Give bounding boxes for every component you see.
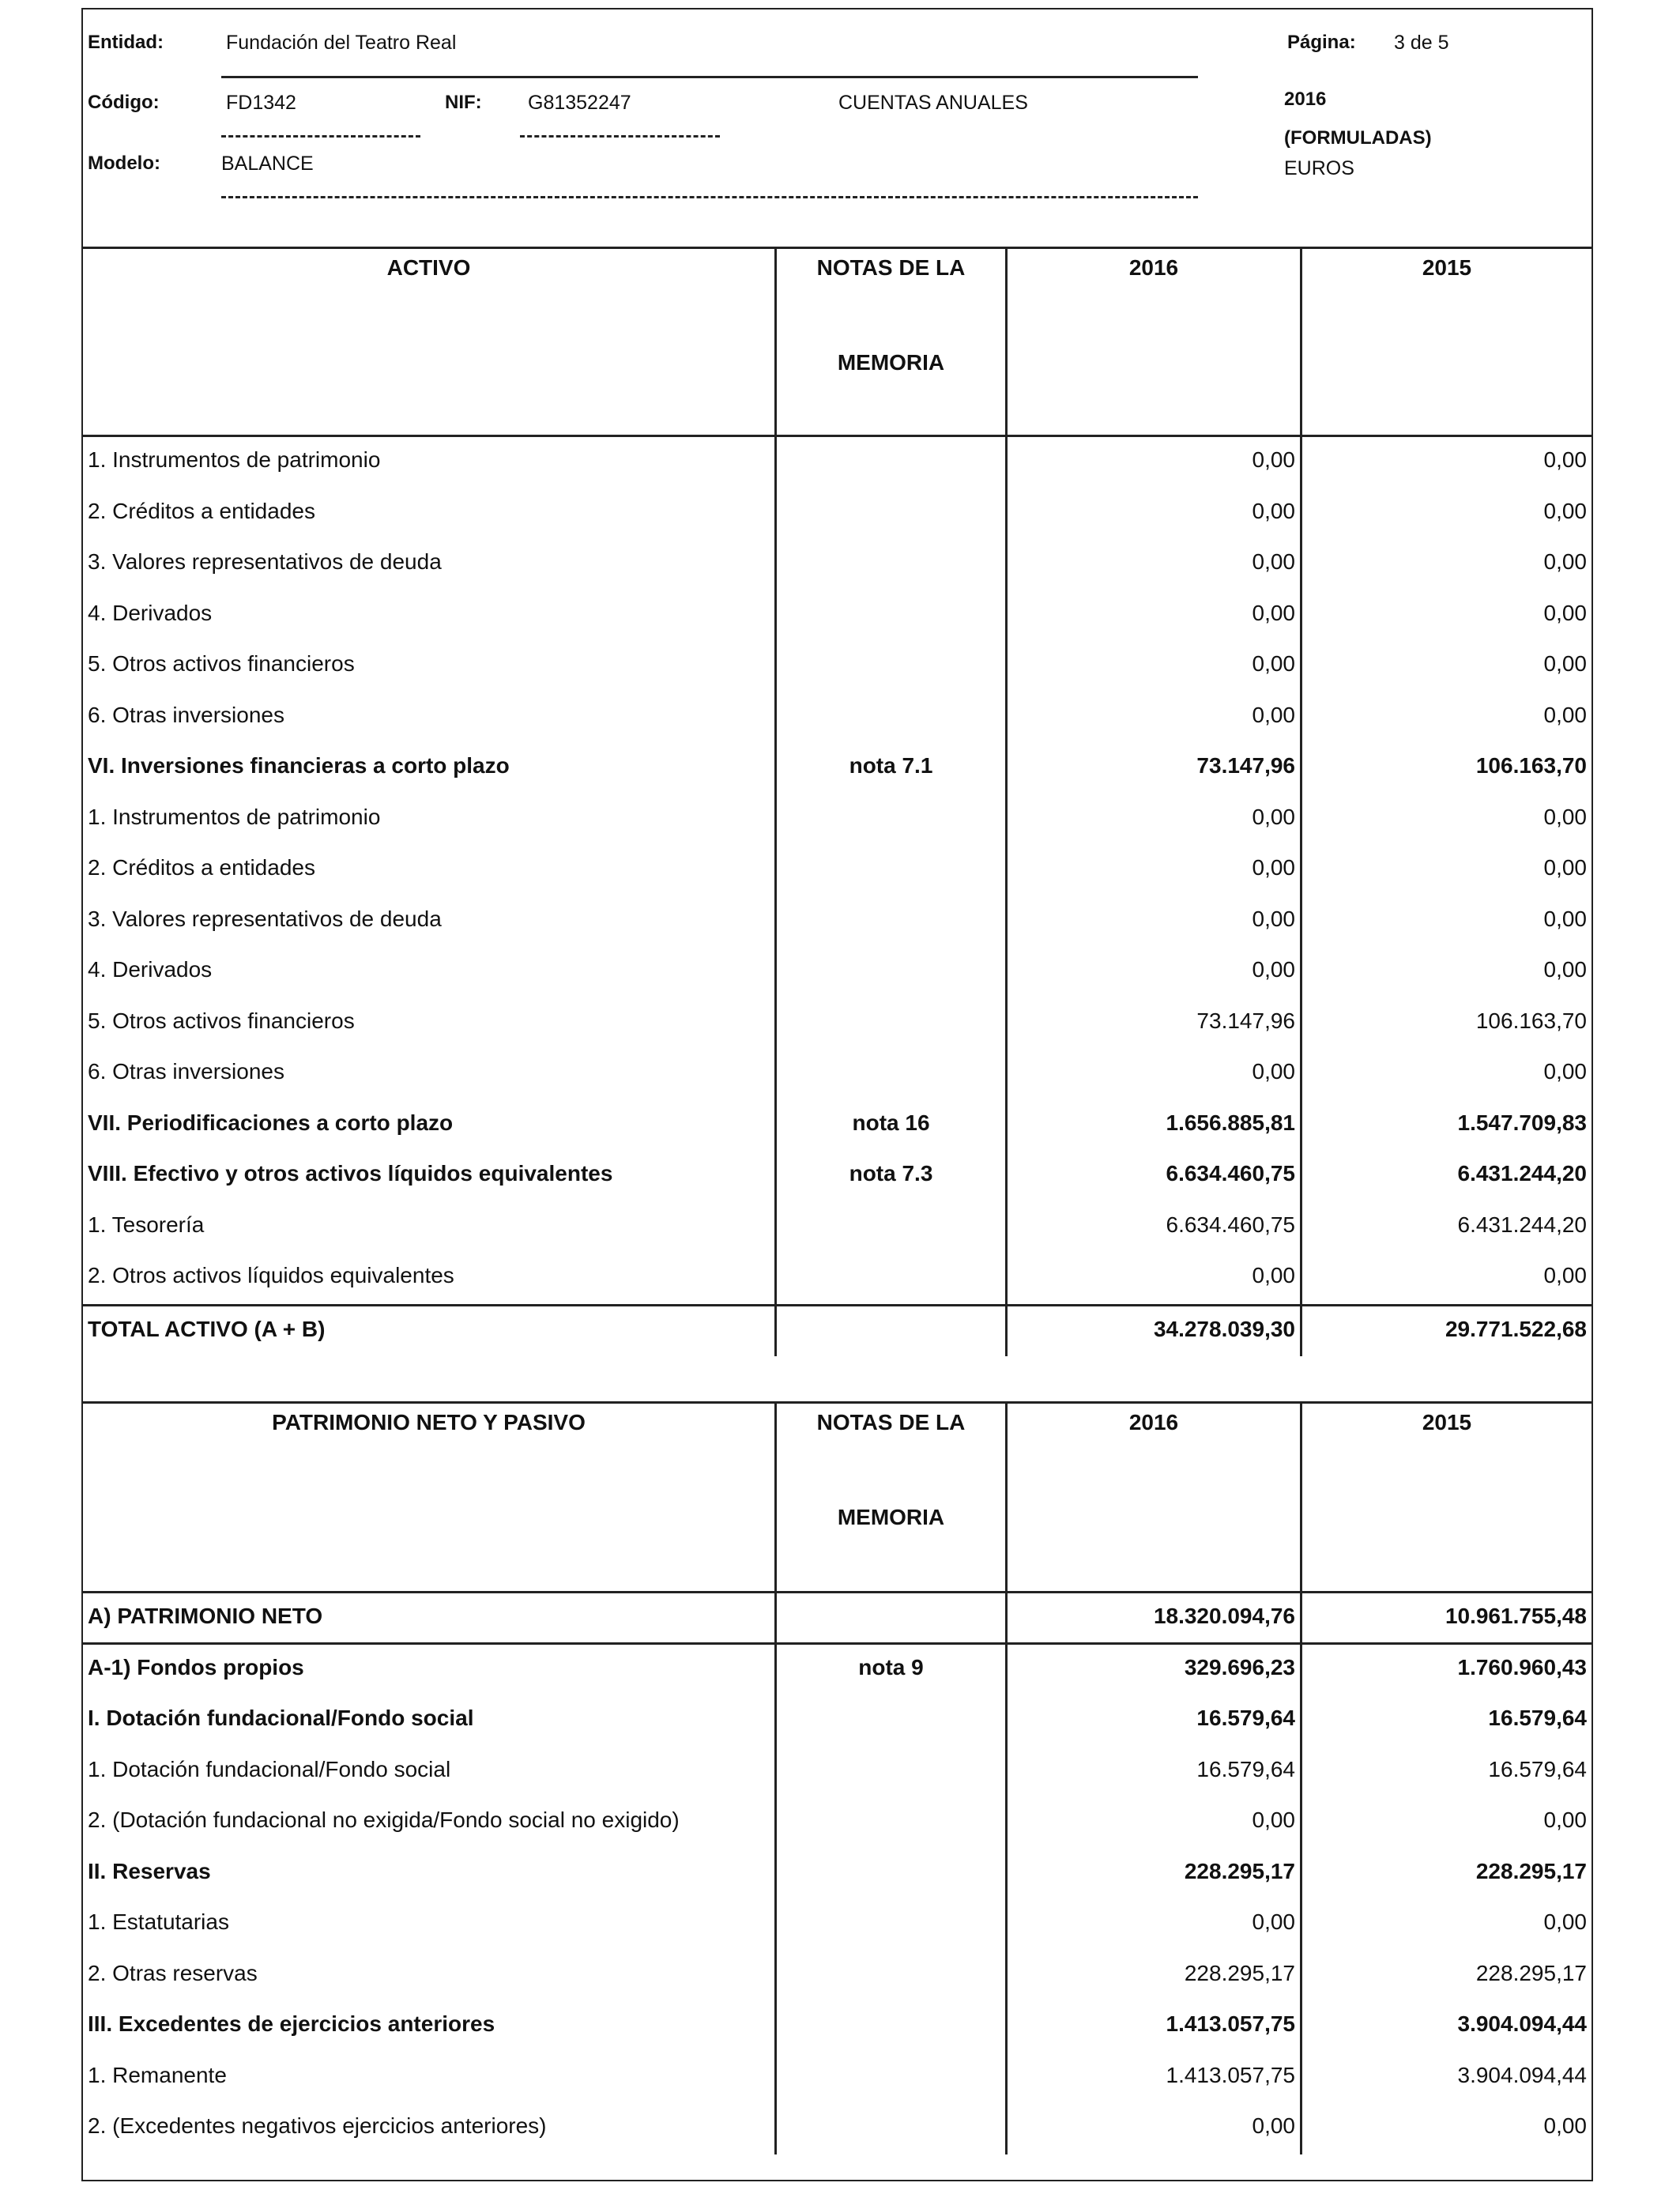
- row-label: 1. Remanente: [88, 2062, 227, 2087]
- row-value-2016: 1.413.057,75: [1005, 2053, 1300, 2104]
- row-value-2016: 16.579,64: [1005, 1695, 1300, 1747]
- modelo-underline: [221, 196, 1198, 198]
- row-value-2015: 16.579,64: [1300, 1747, 1591, 1798]
- row-label: III. Excedentes de ejercicios anteriores: [88, 2011, 495, 2036]
- row-value-2015: 0,00: [1300, 1797, 1591, 1849]
- total-activo-row: [83, 1304, 1591, 1356]
- activo-header: [83, 247, 1591, 437]
- table-row: [83, 641, 1591, 692]
- row-value-2015: 0,00: [1300, 947, 1591, 998]
- patrimonio-neto-row: [83, 1593, 1591, 1645]
- row-value-2015: 106.163,70: [1300, 743, 1591, 794]
- row-value-2015: 3.904.094,44: [1300, 2001, 1591, 2053]
- table-row: [83, 1645, 1591, 1696]
- row-value-2016: 0,00: [1005, 539, 1300, 590]
- row-note: [774, 539, 1005, 590]
- table-row: [83, 1899, 1591, 1951]
- row-value-2015: 29.771.522,68: [1300, 1306, 1591, 1356]
- pagina-label: Página:: [1287, 32, 1356, 53]
- row-label: 5. Otros activos financieros: [88, 1008, 355, 1033]
- table-row: [83, 1951, 1591, 2002]
- table-row: [83, 1849, 1591, 1900]
- row-value-2015: 0,00: [1300, 1049, 1591, 1100]
- table-row: [83, 2001, 1591, 2053]
- row-value-2016: 1.656.885,81: [1005, 1100, 1300, 1152]
- row-value-2016: 6.634.460,75: [1005, 1202, 1300, 1253]
- row-value-2016: 18.320.094,76: [1005, 1593, 1300, 1642]
- row-label: 2. Otras reservas: [88, 1960, 258, 1985]
- codigo-label: Código:: [88, 92, 160, 113]
- row-note: [774, 947, 1005, 998]
- row-value-2016: 0,00: [1005, 1797, 1300, 1849]
- row-label: 4. Derivados: [88, 600, 213, 625]
- table-row: [83, 1202, 1591, 1253]
- row-label: 1. Tesorería: [88, 1212, 205, 1237]
- section-spacer: [83, 1351, 1591, 1404]
- row-value-2016: 73.147,96: [1005, 998, 1300, 1050]
- pasivo-concept-header: PATRIMONIO NETO Y PASIVO: [272, 1410, 586, 1434]
- row-note: nota 16: [774, 1100, 1005, 1152]
- row-value-2015: 0,00: [1300, 590, 1591, 642]
- row-note: [774, 845, 1005, 896]
- entidad-underline: [221, 76, 1198, 78]
- row-label: VII. Periodificaciones a corto plazo: [88, 1110, 454, 1135]
- table-row: [83, 1049, 1591, 1100]
- entidad-value: Fundación del Teatro Real: [226, 32, 457, 54]
- row-note: [774, 998, 1005, 1050]
- row-label: 2. Créditos a entidades: [88, 855, 315, 880]
- row-value-2015: 0,00: [1300, 641, 1591, 692]
- row-value-2015: 106.163,70: [1300, 998, 1591, 1050]
- row-label: 1. Instrumentos de patrimonio: [88, 804, 381, 829]
- entidad-label: Entidad:: [88, 32, 164, 53]
- row-label: 6. Otras inversiones: [88, 702, 284, 727]
- row-label: TOTAL ACTIVO (A + B): [88, 1316, 326, 1341]
- row-label: II. Reservas: [88, 1858, 211, 1883]
- row-note: [774, 1899, 1005, 1951]
- row-value-2015: 1.547.709,83: [1300, 1100, 1591, 1152]
- row-value-2016: 0,00: [1005, 947, 1300, 998]
- row-value-2015: 1.760.960,43: [1300, 1645, 1591, 1696]
- row-note: nota 7.1: [774, 743, 1005, 794]
- activo-rows: [83, 437, 1591, 1304]
- row-label: 3. Valores representativos de deuda: [88, 906, 442, 931]
- row-value-2016: 1.413.057,75: [1005, 2001, 1300, 2053]
- row-label: 1. Dotación fundacional/Fondo social: [88, 1756, 451, 1781]
- row-note: [774, 794, 1005, 846]
- table-row: [83, 1253, 1591, 1304]
- row-note: nota 7.3: [774, 1151, 1005, 1202]
- table-row: [83, 845, 1591, 896]
- row-value-2015: 0,00: [1300, 1253, 1591, 1304]
- row-value-2015: 0,00: [1300, 1899, 1591, 1951]
- row-note: [774, 1951, 1005, 2002]
- row-note: [774, 1747, 1005, 1798]
- row-value-2016: 0,00: [1005, 794, 1300, 846]
- row-value-2015: 10.961.755,48: [1300, 1593, 1591, 1642]
- table-row: [83, 488, 1591, 540]
- table-row: [83, 1747, 1591, 1798]
- row-value-2015: 0,00: [1300, 437, 1591, 488]
- row-value-2015: 16.579,64: [1300, 1695, 1591, 1747]
- row-note: [774, 2053, 1005, 2104]
- table-row: [83, 896, 1591, 948]
- activo-year2-header: 2015: [1300, 249, 1591, 435]
- row-label: 2. (Dotación fundacional no exigida/Fondo social no exigido): [88, 1808, 680, 1832]
- table-row: [83, 1100, 1591, 1152]
- row-note: nota 9: [774, 1645, 1005, 1696]
- codigo-underline: [221, 135, 420, 138]
- row-note: [774, 437, 1005, 488]
- row-label: 2. Créditos a entidades: [88, 498, 315, 523]
- table-row: [83, 437, 1591, 488]
- row-note: [774, 1253, 1005, 1304]
- accounts-status: (FORMULADAS): [1284, 127, 1432, 149]
- nif-underline: [520, 135, 720, 138]
- row-value-2015: 0,00: [1300, 2103, 1591, 2154]
- row-label: I. Dotación fundacional/Fondo social: [88, 1706, 474, 1730]
- row-value-2016: 329.696,23: [1005, 1645, 1300, 1696]
- row-value-2016: 0,00: [1005, 692, 1300, 744]
- row-value-2015: 0,00: [1300, 692, 1591, 744]
- row-note: [774, 692, 1005, 744]
- table-row: [83, 794, 1591, 846]
- row-label: 5. Otros activos financieros: [88, 651, 355, 676]
- row-label: 6. Otras inversiones: [88, 1059, 284, 1084]
- row-value-2016: 16.579,64: [1005, 1747, 1300, 1798]
- row-value-2016: 0,00: [1005, 845, 1300, 896]
- row-note: [774, 1797, 1005, 1849]
- row-value-2016: 34.278.039,30: [1005, 1306, 1300, 1356]
- row-note: [774, 896, 1005, 948]
- pasivo-year1-header: 2016: [1005, 1404, 1300, 1591]
- row-value-2015: 0,00: [1300, 845, 1591, 896]
- table-row: [83, 947, 1591, 998]
- currency: EUROS: [1284, 157, 1354, 179]
- row-label: 4. Derivados: [88, 957, 213, 982]
- row-value-2016: 228.295,17: [1005, 1849, 1300, 1900]
- row-value-2016: 6.634.460,75: [1005, 1151, 1300, 1202]
- row-note: [774, 1593, 1005, 1642]
- row-note: [774, 590, 1005, 642]
- row-label: A-1) Fondos propios: [88, 1654, 304, 1679]
- activo-table: [83, 247, 1591, 1356]
- nif-label: NIF:: [445, 92, 482, 113]
- row-label: VIII. Efectivo y otros activos líquidos equivalentes: [88, 1161, 613, 1186]
- row-value-2016: 0,00: [1005, 488, 1300, 540]
- table-row: [83, 998, 1591, 1050]
- row-value-2015: 6.431.244,20: [1300, 1151, 1591, 1202]
- row-note: [774, 1306, 1005, 1356]
- row-value-2016: 0,00: [1005, 1253, 1300, 1304]
- row-note: [774, 1049, 1005, 1100]
- row-value-2015: 0,00: [1300, 488, 1591, 540]
- table-row: [83, 2103, 1591, 2154]
- table-row: [83, 1695, 1591, 1747]
- row-label: 1. Estatutarias: [88, 1909, 229, 1934]
- table-row: [83, 692, 1591, 744]
- row-value-2015: 6.431.244,20: [1300, 1202, 1591, 1253]
- row-value-2016: 73.147,96: [1005, 743, 1300, 794]
- pasivo-notes-header: NOTAS DE LA MEMORIA: [774, 1404, 1005, 1591]
- row-note: [774, 1695, 1005, 1747]
- table-row: [83, 1797, 1591, 1849]
- row-value-2015: 228.295,17: [1300, 1951, 1591, 2002]
- pasivo-year2-header: 2015: [1300, 1404, 1591, 1591]
- balance-page: [81, 8, 1593, 2181]
- row-value-2015: 0,00: [1300, 896, 1591, 948]
- codigo-value: FD1342: [226, 92, 296, 114]
- modelo-value: BALANCE: [221, 153, 314, 175]
- report-year: 2016: [1284, 89, 1327, 110]
- row-label: VI. Inversiones financieras a corto plazo: [88, 753, 510, 778]
- pagina-value: 3 de 5: [1394, 32, 1449, 54]
- activo-notes-header: NOTAS DE LA MEMORIA: [774, 249, 1005, 435]
- row-label: 1. Instrumentos de patrimonio: [88, 447, 381, 472]
- row-value-2016: 0,00: [1005, 641, 1300, 692]
- activo-year1-header: 2016: [1005, 249, 1300, 435]
- row-value-2016: 0,00: [1005, 896, 1300, 948]
- row-label: A) PATRIMONIO NETO: [88, 1604, 323, 1628]
- row-value-2016: 228.295,17: [1005, 1951, 1300, 2002]
- row-note: [774, 2103, 1005, 2154]
- table-row: [83, 743, 1591, 794]
- row-note: [774, 1202, 1005, 1253]
- row-value-2015: 228.295,17: [1300, 1849, 1591, 1900]
- document-type: CUENTAS ANUALES: [838, 92, 1028, 114]
- row-note: [774, 1849, 1005, 1900]
- row-value-2016: 0,00: [1005, 1049, 1300, 1100]
- pasivo-table: [83, 1404, 1591, 2154]
- table-row: [83, 2053, 1591, 2104]
- table-row: [83, 590, 1591, 642]
- row-value-2015: 3.904.094,44: [1300, 2053, 1591, 2104]
- row-note: [774, 641, 1005, 692]
- row-label: 2. Otros activos líquidos equivalentes: [88, 1263, 454, 1287]
- row-value-2016: 0,00: [1005, 2103, 1300, 2154]
- pasivo-rows: [83, 1645, 1591, 2154]
- row-note: [774, 2001, 1005, 2053]
- nif-value: G81352247: [528, 92, 631, 114]
- row-value-2016: 0,00: [1005, 1899, 1300, 1951]
- row-value-2015: 0,00: [1300, 539, 1591, 590]
- table-row: [83, 1151, 1591, 1202]
- row-label: 3. Valores representativos de deuda: [88, 549, 442, 574]
- row-value-2016: 0,00: [1005, 590, 1300, 642]
- table-row: [83, 539, 1591, 590]
- row-label: 2. (Excedentes negativos ejercicios anteriores): [88, 2113, 547, 2138]
- row-value-2015: 0,00: [1300, 794, 1591, 846]
- row-note: [774, 488, 1005, 540]
- row-value-2016: 0,00: [1005, 437, 1300, 488]
- pasivo-header: [83, 1404, 1591, 1593]
- modelo-label: Modelo:: [88, 153, 160, 174]
- activo-concept-header: ACTIVO: [386, 255, 471, 280]
